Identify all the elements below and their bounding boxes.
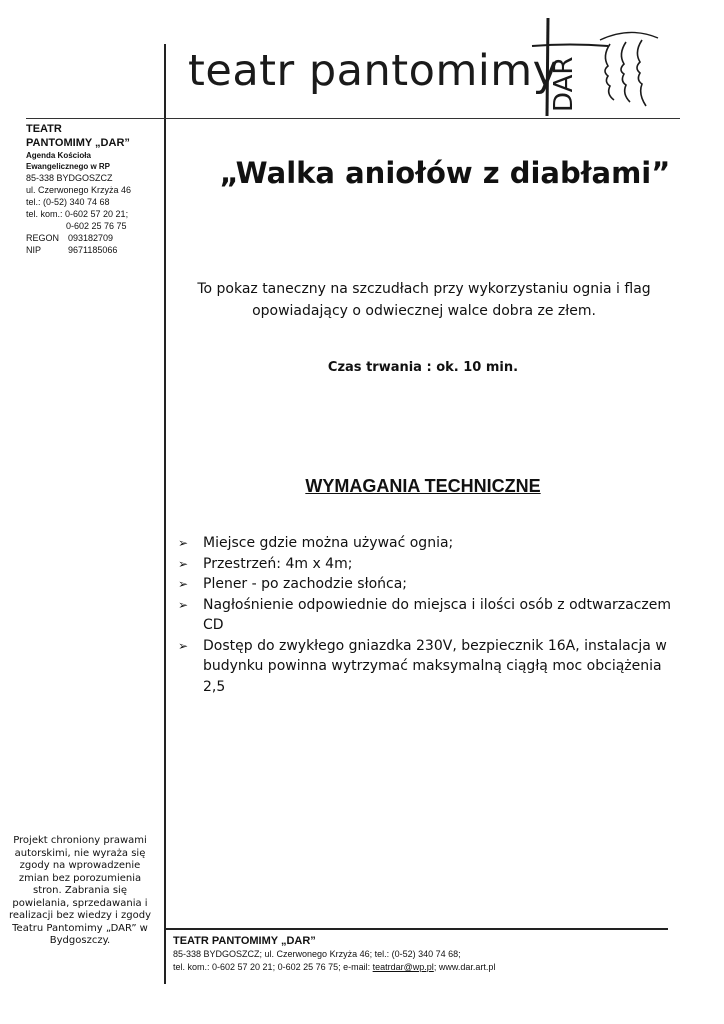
- regon-label: REGON: [26, 233, 60, 243]
- footer-email-link[interactable]: teatrdar@wp.pl: [372, 962, 434, 972]
- requirements-heading: [166, 476, 680, 497]
- intro-text: To pokaz taneczny na szczudłach przy wykorzystaniu ognia i flag opowiadający o odwiecznej walce dobra ze złem.: [197, 281, 651, 319]
- requirements-heading-text: WYMAGANIA TECHNICZNE: [305, 476, 541, 496]
- nip-label: NIP: [26, 245, 42, 255]
- list-item: [176, 533, 676, 554]
- requirement-text: Plener - po zachodzie słońca;: [203, 576, 407, 592]
- footer: [173, 934, 693, 974]
- requirement-text: Przestrzeń: 4m x 4m;: [203, 555, 353, 572]
- requirement-text: Dostęp do zwykłego gniazdka 230V, bezpiecznik 16A, instalacja w budynku powinna wytrzymać maksymalną ciągłą moc obciążenia 2,5: [203, 637, 667, 695]
- arrow-bullet-icon: ➢: [178, 556, 189, 571]
- nip-value: 9671185066: [68, 245, 118, 255]
- sidebar-contact: [26, 122, 160, 256]
- agency-line1: Agenda Kościoła: [26, 151, 91, 160]
- sidebar-mobile2: 0-602 25 76 75: [66, 221, 127, 231]
- theatre-masks-logo-icon: [530, 16, 670, 121]
- org-name-line1: TEATR: [26, 123, 62, 135]
- requirements-list: [176, 533, 676, 697]
- arrow-bullet-icon: ➢: [178, 638, 189, 653]
- list-item: [176, 636, 676, 698]
- footer-contact-prefix: tel. kom.: 0-602 57 20 21; 0-602 25 76 75; e-mail:: [173, 962, 371, 972]
- requirement-text: Nagłośnienie odpowiednie do miejsca i ilości osób z odtwarzaczem CD: [203, 596, 672, 633]
- nip-row: [26, 244, 160, 256]
- logo-text: teatr pantomimy: [188, 46, 559, 96]
- regon-value: 093182709: [68, 233, 114, 243]
- requirement-text: Miejsce gdzie można używać ognia;: [203, 535, 454, 551]
- sidebar-mobile1: tel. kom.: 0-602 57 20 21;: [26, 209, 129, 219]
- copyright-note: Projekt chroniony prawami autorskimi, nie wyraża się zgody na wprowadzenie zmian bez porozumienia stron. Zabrania się powielania, sprzedawania i realizacji bez wiedzy i zgody Teatru Pantomimy „DAR” w Bydgoszczy.: [8, 835, 151, 946]
- page-title: „Walka aniołów z diabłami”: [219, 156, 671, 190]
- regon-row: [26, 232, 160, 244]
- logo-mark-text: DAR: [549, 56, 579, 112]
- arrow-bullet-icon: ➢: [178, 597, 189, 612]
- footer-contact: [173, 961, 693, 974]
- list-item: [176, 595, 676, 636]
- agency-line2: Ewangelicznego w RP: [26, 162, 111, 171]
- list-item: [176, 574, 676, 595]
- sidebar-tel: tel.: (0-52) 340 74 68: [26, 197, 110, 207]
- org-name-line2: PANTOMIMY „DAR”: [26, 137, 130, 149]
- list-item: [176, 554, 676, 575]
- arrow-bullet-icon: ➢: [178, 536, 189, 550]
- footer-address: 85-338 BYDGOSZCZ; ul. Czerwonego Krzyża 46; tel.: (0-52) 340 74 68;: [173, 949, 461, 959]
- footer-divider: [166, 928, 668, 930]
- sidebar-city: 85-338 BYDGOSZCZ: [26, 173, 113, 183]
- sidebar-street: ul. Czerwonego Krzyża 46: [26, 185, 132, 195]
- footer-org-name: TEATR PANTOMIMY „DAR”: [173, 935, 316, 947]
- duration-text: Czas trwania : ok. 10 min.: [327, 360, 519, 375]
- arrow-bullet-icon: ➢: [178, 577, 189, 591]
- footer-website: ; www.dar.art.pl: [433, 962, 496, 972]
